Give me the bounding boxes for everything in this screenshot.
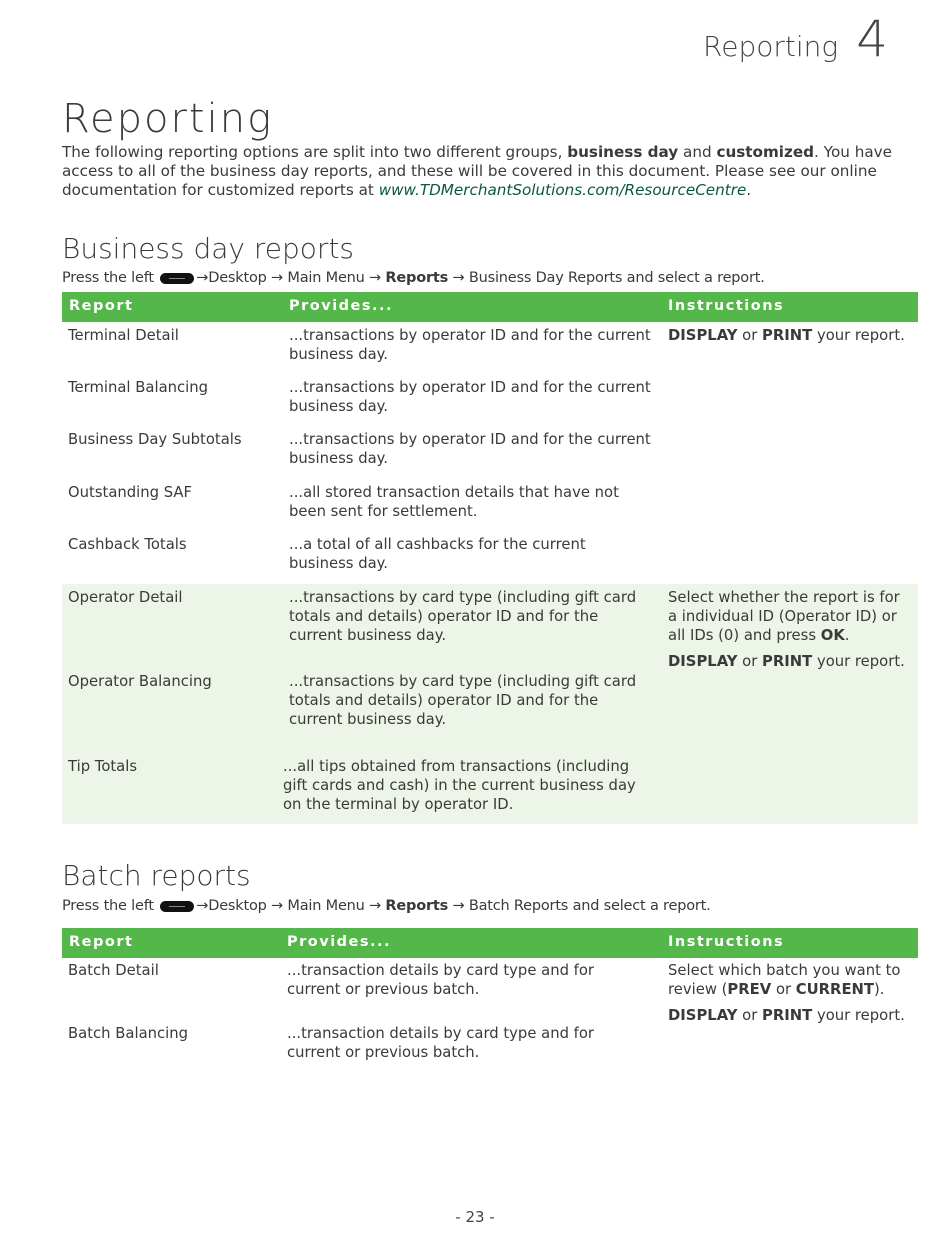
report-provides: ...transactions by operator ID and for the current business day. (289, 327, 651, 363)
business-day-section-title: Business day reports (62, 232, 355, 265)
left-key-icon (160, 273, 194, 284)
intro-text: . (746, 181, 752, 199)
instructions-select-operator (668, 588, 913, 645)
batch-table-header (62, 928, 918, 958)
instr-text: your report. (812, 653, 905, 670)
resource-centre-link[interactable]: www.TDMerchantSolutions.com/ResourceCentre (378, 181, 747, 199)
header-report: Report (69, 298, 134, 314)
display-label: DISPLAY (668, 327, 738, 344)
intro-bold-business-day: business day (567, 143, 679, 161)
report-provides: ...transaction details by card type and for current or previous batch. (287, 962, 595, 998)
instr-text: . (844, 627, 850, 644)
nav-reports: Reports (385, 898, 449, 914)
chapter-header (703, 10, 888, 68)
nav-text: Press the left (62, 270, 154, 286)
header-instructions: Instructions (668, 298, 785, 314)
instructions-display-print (668, 1006, 913, 1025)
report-provides: ...transactions by operator ID and for the current business day. (289, 431, 651, 467)
nav-text: → Batch Reports and select a report. (448, 898, 711, 914)
business-day-nav-path (62, 270, 765, 286)
header-instructions: Instructions (668, 934, 785, 950)
header-provides: Provides... (289, 298, 394, 314)
current-label: CURRENT (795, 981, 875, 998)
instr-text: or (737, 653, 763, 670)
intro-text: The following reporting options are split into two different groups, (62, 143, 568, 161)
print-label: PRINT (762, 1007, 813, 1024)
instr-text: Select whether the report is for a individual ID (Operator ID) or all IDs (0) and press (668, 589, 900, 644)
instr-text: or (737, 1007, 763, 1024)
business-day-table-header (62, 292, 918, 322)
report-provides: ...transactions by operator ID and for the current business day. (289, 379, 651, 415)
chapter-title: Reporting (703, 30, 839, 63)
instr-text: ). (874, 981, 885, 998)
header-provides: Provides... (287, 934, 392, 950)
instructions-display-print (668, 326, 913, 345)
print-label: PRINT (762, 327, 813, 344)
instr-text: or (771, 981, 796, 998)
nav-reports: Reports (385, 270, 449, 286)
nav-text: →Desktop → Main Menu → (196, 898, 386, 914)
instr-text: your report. (812, 327, 905, 344)
intro-text: . You have access to all of the business day reports, and these will be covered in this document. Please see our online documentation for customized reports at (62, 143, 892, 199)
batch-nav-path (62, 898, 711, 914)
report-provides: ...a total of all cashbacks for the current business day. (289, 536, 586, 572)
report-name: Outstanding SAF (68, 484, 193, 501)
nav-text: →Desktop → Main Menu → (196, 270, 386, 286)
instr-text: Select which batch you want to review ( (668, 962, 901, 998)
nav-text: Press the left (62, 898, 154, 914)
report-name: Business Day Subtotals (68, 431, 242, 448)
report-provides: ...transactions by card type (including gift card totals and details) operator ID and for the current business day. (289, 589, 637, 644)
report-provides: ...all stored transaction details that have not been sent for settlement. (289, 484, 619, 520)
left-key-icon (160, 901, 194, 912)
instructions-display-print (668, 652, 913, 671)
display-label: DISPLAY (668, 1007, 738, 1024)
chapter-number: 4 (856, 10, 888, 68)
intro-text: and (678, 143, 717, 161)
report-name: Batch Detail (68, 962, 159, 979)
report-provides: ...all tips obtained from transactions (including gift cards and cash) in the current business day on the terminal by operator ID. (283, 758, 636, 813)
report-name: Tip Totals (68, 758, 138, 775)
intro-paragraph (62, 143, 912, 200)
report-name: Cashback Totals (68, 536, 187, 553)
report-name: Batch Balancing (68, 1025, 189, 1042)
intro-bold-customized: customized (716, 143, 815, 161)
instr-text: your report. (812, 1007, 905, 1024)
report-name: Terminal Detail (68, 327, 179, 344)
nav-text: → Business Day Reports and select a report. (448, 270, 765, 286)
report-name: Terminal Balancing (68, 379, 209, 396)
print-label: PRINT (762, 653, 813, 670)
report-name: Operator Balancing (68, 673, 212, 690)
report-provides: ...transaction details by card type and for current or previous batch. (287, 1025, 595, 1061)
page-title: Reporting (62, 96, 274, 142)
display-label: DISPLAY (668, 653, 738, 670)
prev-label: PREV (727, 981, 772, 998)
header-report: Report (69, 934, 134, 950)
report-provides: ...transactions by card type (including gift card totals and details) operator ID and for the current business day. (289, 673, 637, 728)
report-name: Operator Detail (68, 589, 183, 606)
instr-text: or (737, 327, 763, 344)
ok-label: OK (820, 627, 845, 644)
instructions-select-batch (668, 961, 913, 999)
page-number: - 23 - (455, 1208, 495, 1226)
batch-section-title: Batch reports (62, 859, 251, 892)
